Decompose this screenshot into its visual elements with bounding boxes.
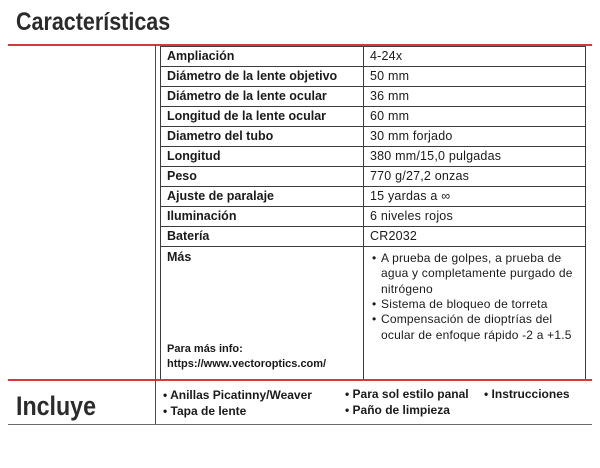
spec-label: Iluminación <box>161 207 364 227</box>
section-divider <box>155 45 156 379</box>
includes-item: • Instrucciones <box>484 387 570 401</box>
spec-value: 50 mm <box>364 67 586 87</box>
spec-label: Ampliación <box>161 47 364 67</box>
feature-list <box>370 250 585 343</box>
spec-value: CR2032 <box>364 227 586 247</box>
includes-column <box>163 388 312 420</box>
spec-label-mas <box>161 247 364 380</box>
spec-row <box>161 67 586 87</box>
spec-value: 30 mm forjado <box>364 127 586 147</box>
spec-row <box>161 87 586 107</box>
includes-title: Incluye <box>16 391 97 421</box>
spec-value: 15 yardas a ∞ <box>364 187 586 207</box>
spec-row <box>161 207 586 227</box>
includes-item: • Paño de limpieza <box>345 402 450 417</box>
spec-label: Diámetro de la lente objetivo <box>161 67 364 87</box>
spec-value: 36 mm <box>364 87 586 107</box>
spec-label: Diámetro de la lente ocular <box>161 87 364 107</box>
section-separator <box>8 379 592 381</box>
spec-row <box>161 167 586 187</box>
specs-table <box>160 46 586 380</box>
spec-label: Longitud de la lente ocular <box>161 107 364 127</box>
spec-row <box>161 47 586 67</box>
spec-row <box>161 187 586 207</box>
spec-label: Ajuste de paralaje <box>161 187 364 207</box>
spec-label: Peso <box>161 167 364 187</box>
spec-row <box>161 227 586 247</box>
spec-value: 60 mm <box>364 107 586 127</box>
characteristics-title: Características <box>16 8 171 36</box>
mas-features <box>364 247 586 380</box>
includes-item: • Tapa de lente <box>163 403 247 418</box>
more-info-block <box>167 342 326 372</box>
mas-label: Más <box>167 250 192 264</box>
spec-label: Diametro del tubo <box>161 127 364 147</box>
includes-column <box>345 387 469 419</box>
bottom-rule <box>8 424 592 425</box>
spec-label: Longitud <box>161 147 364 167</box>
spec-row <box>161 127 586 147</box>
feature-item: • Sistema de bloqueo de torreta <box>370 297 585 312</box>
more-info-url[interactable]: https://www.vectoroptics.com/ <box>167 358 327 371</box>
spec-value: 6 niveles rojos <box>364 207 586 227</box>
feature-item: • A prueba de golpes, a prueba de agua y completamente purgado de nitrógeno <box>370 251 585 297</box>
spec-row <box>161 147 586 167</box>
more-info-label: Para más info: <box>167 343 243 356</box>
section-divider <box>155 380 156 424</box>
feature-item: • Compensación de dioptrías del ocular de enfoque rápido -2 a +1.5 <box>370 312 585 343</box>
includes-item: • Anillas Picatinny/Weaver <box>163 388 312 402</box>
spec-value: 770 g/27,2 onzas <box>364 167 586 187</box>
spec-row <box>161 107 586 127</box>
includes-item: • Para sol estilo panal <box>345 387 469 401</box>
spec-value: 4-24x <box>364 47 586 67</box>
spec-label: Batería <box>161 227 364 247</box>
spec-row-mas <box>161 247 586 380</box>
includes-column <box>484 387 570 403</box>
spec-value: 380 mm/15,0 pulgadas <box>364 147 586 167</box>
